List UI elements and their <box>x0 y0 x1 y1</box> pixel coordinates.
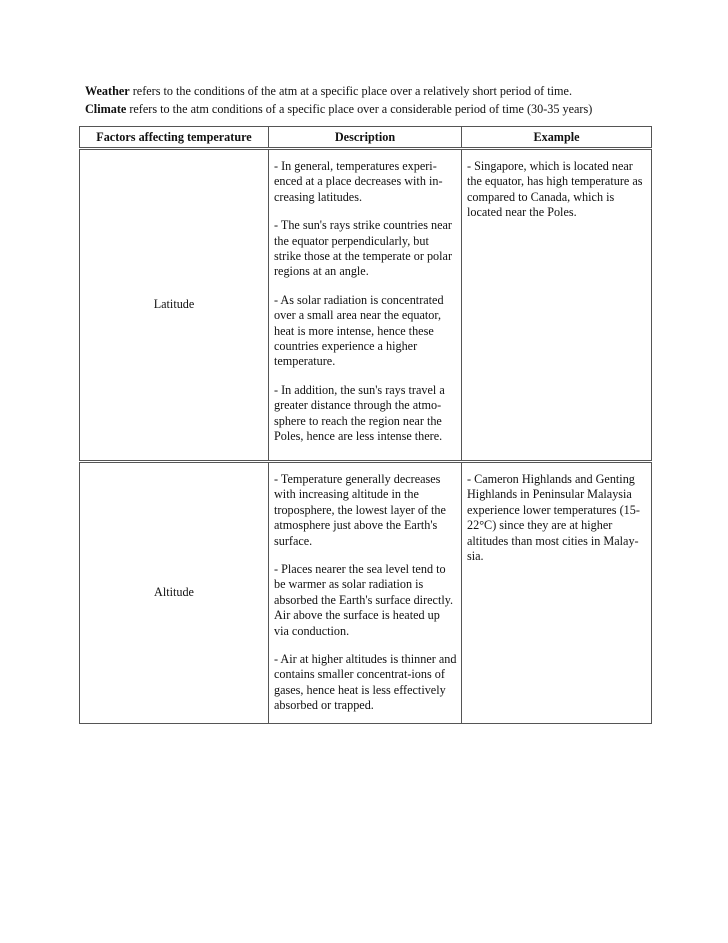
factor-latitude: Latitude <box>80 149 269 462</box>
description-paragraph: - In addition, the sun's rays travel a greater distance through the atmo-sphere to reach the region near the Poles, hence are less intense there. <box>274 382 445 444</box>
description-paragraph: - Temperature generally decreases with increasing altitude in the troposphere, the lowest layer of the atmosphere just above the Earth's surface. <box>274 472 446 548</box>
header-factors: Factors affecting temperature <box>80 127 269 149</box>
table-row <box>80 462 652 724</box>
example-cell <box>462 149 652 462</box>
description-paragraph: - Air at higher altitudes is thinner and contains smaller concentrat-ions of gases, hence heat is less effectively absorbed or trapped. <box>274 652 457 713</box>
temperature-factors-table <box>79 126 652 724</box>
description-cell <box>269 462 462 724</box>
weather-term: Weather <box>85 84 130 98</box>
climate-definition-text: refers to the atm conditions of a specific place over a considerable period of time (30-35 years) <box>126 102 593 116</box>
weather-definition-text: refers to the conditions of the atm at a specific place over a relatively short period of time. <box>129 84 572 98</box>
climate-definition <box>85 100 592 118</box>
description-paragraph: - Places nearer the sea level tend to be warmer as solar radiation is absorbed the Earth's surface directly. Air above the surface is heated up via conduction. <box>274 562 454 638</box>
weather-definition <box>85 82 592 100</box>
header-example: Example <box>462 127 652 149</box>
factor-altitude: Altitude <box>80 462 269 724</box>
table-row <box>80 149 652 462</box>
description-cell <box>269 149 462 462</box>
intro-text <box>85 82 592 118</box>
example-cell <box>462 462 652 724</box>
climate-term: Climate <box>85 102 127 116</box>
table-header-row <box>80 127 652 149</box>
description-paragraph: - The sun's rays strike countries near the equator perpendicularly, but strike those at the temperate or polar regions at an angle. <box>274 218 453 279</box>
description-paragraph: - In general, temperatures experi-enced at a place decreases with in-creasing latitudes. <box>274 159 443 204</box>
example-paragraph: - Singapore, which is located near the equator, has high temperature as compared to Canada, which is located near the Poles. <box>467 159 643 220</box>
header-description: Description <box>269 127 462 149</box>
example-paragraph: - Cameron Highlands and Genting Highlands in Peninsular Malaysia experience lower temperatures (15-22°C) since they are at higher altitudes than most cities in Malay-sia. <box>467 472 640 564</box>
description-paragraph: - As solar radiation is concentrated over a small area near the equator, heat is more intense, hence these countries experience a higher temperature. <box>274 292 444 369</box>
